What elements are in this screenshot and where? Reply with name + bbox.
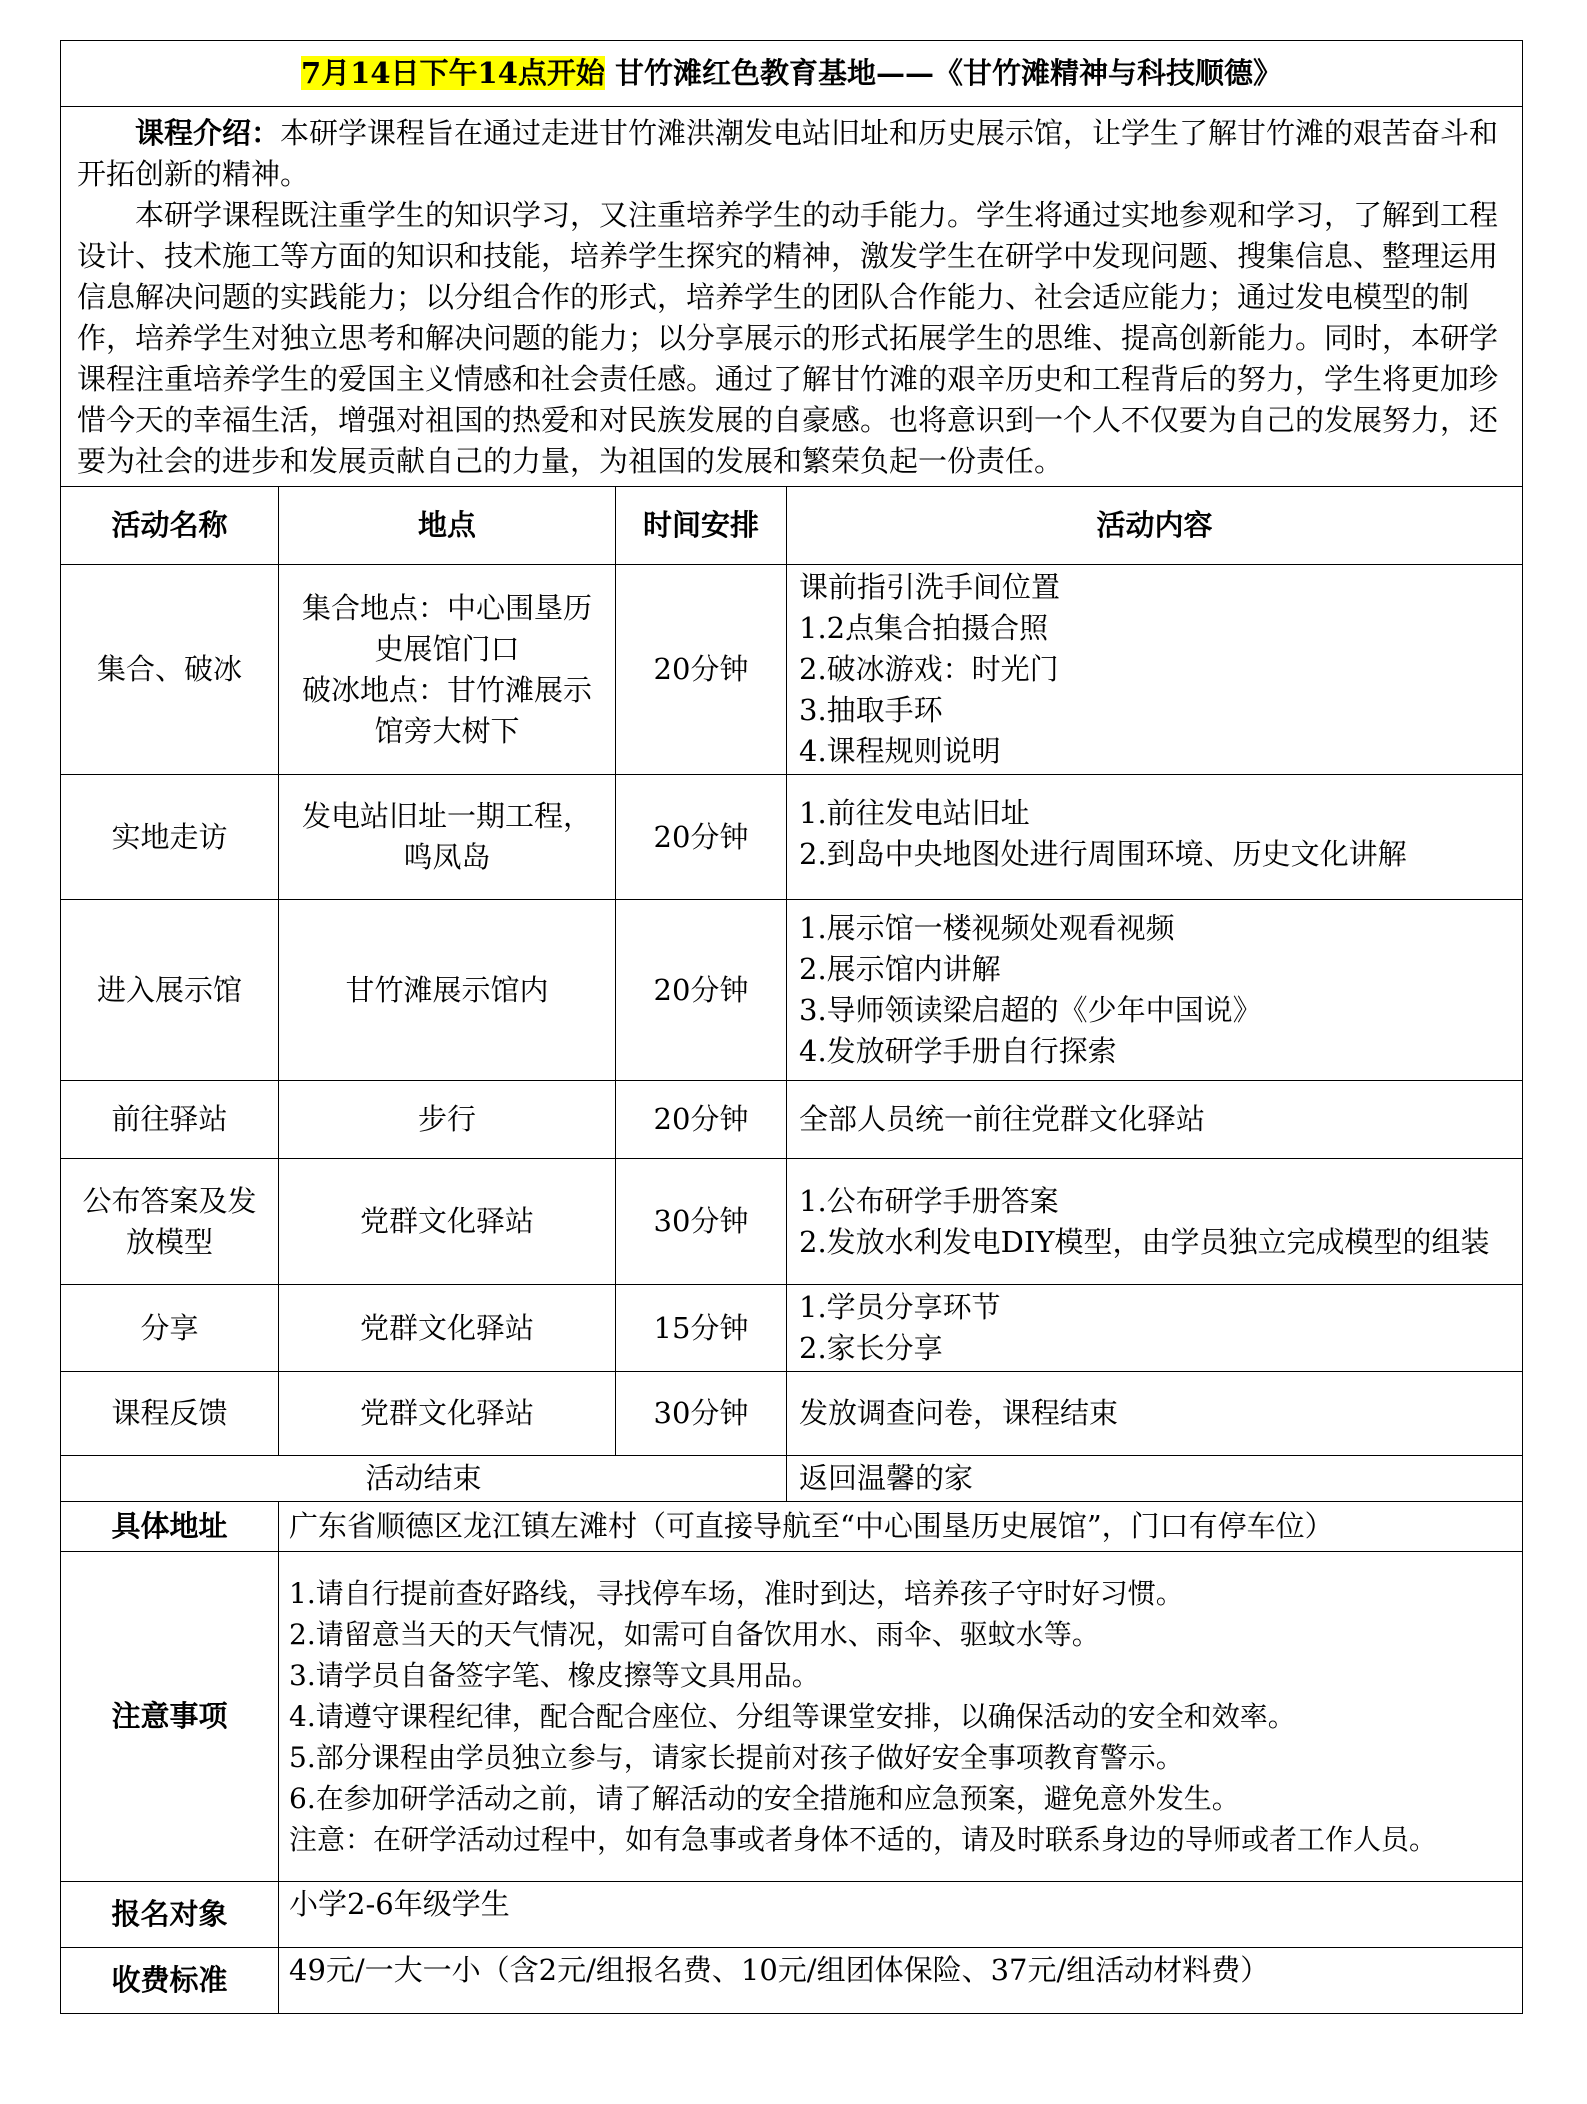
list-item: 4.请遵守课程纪律，配合配合座位、分组等课堂安排，以确保活动的安全和效率。 [289, 1700, 1296, 1733]
list-item: 2.请留意当天的天气情况，如需可自备饮用水、雨伞、驱蚊水等。 [289, 1618, 1100, 1651]
fee-label: 收费标准 [61, 1948, 279, 2014]
page-title [61, 41, 1523, 107]
table-row [61, 565, 1523, 775]
list-item: 3.请学员自备签字笔、橡皮擦等文具用品。 [289, 1659, 820, 1692]
address-row [61, 1502, 1523, 1552]
intro-paragraph-1: 课程介绍：本研学课程旨在通过走进甘竹滩洪潮发电站旧址和历史展示馆，让学生了解甘竹滩的艰苦奋斗和开拓创新的精神。 [77, 116, 1499, 191]
activity-place: 党群文化驿站 [279, 1372, 616, 1456]
address-label: 具体地址 [61, 1502, 279, 1552]
activity-name: 分享 [61, 1285, 279, 1372]
notes-row [61, 1552, 1523, 1882]
course-table [60, 40, 1523, 2014]
activity-time: 30分钟 [616, 1159, 787, 1285]
notes-label: 注意事项 [61, 1552, 279, 1882]
header-activity-name: 活动名称 [61, 487, 279, 565]
course-intro [61, 107, 1523, 487]
activity-place: 党群文化驿站 [279, 1285, 616, 1372]
activity-time: 20分钟 [616, 775, 787, 900]
table-row [61, 900, 1523, 1081]
end-label: 活动结束 [61, 1456, 787, 1502]
activity-time: 20分钟 [616, 900, 787, 1081]
title-row [61, 41, 1523, 107]
activity-content: 1.前往发电站旧址 2.到岛中央地图处进行周围环境、历史文化讲解 [787, 775, 1523, 900]
header-row [61, 487, 1523, 565]
activity-name: 公布答案及发放模型 [61, 1159, 279, 1285]
table-row [61, 1285, 1523, 1372]
fee-value: 49元/一大一小（含2元/组报名费、10元/组团体保险、37元/组活动材料费） [279, 1948, 1523, 2014]
activity-place: 步行 [279, 1081, 616, 1159]
target-label: 报名对象 [61, 1882, 279, 1948]
activity-place: 党群文化驿站 [279, 1159, 616, 1285]
activity-place: 发电站旧址一期工程， 鸣凤岛 [279, 775, 616, 900]
end-content: 返回温馨的家 [787, 1456, 1523, 1502]
header-place: 地点 [279, 487, 616, 565]
intro-row [61, 107, 1523, 487]
activity-name: 课程反馈 [61, 1372, 279, 1456]
activity-time: 30分钟 [616, 1372, 787, 1456]
activity-name: 进入展示馆 [61, 900, 279, 1081]
activity-name: 前往驿站 [61, 1081, 279, 1159]
activity-place: 集合地点：中心围垦历 史展馆门口 破冰地点：甘竹滩展示 馆旁大树下 [279, 565, 616, 775]
target-value: 小学2-6年级学生 [279, 1882, 1523, 1948]
activity-time: 20分钟 [616, 1081, 787, 1159]
table-row [61, 1081, 1523, 1159]
target-row [61, 1882, 1523, 1948]
notes-list [279, 1552, 1523, 1882]
header-content: 活动内容 [787, 487, 1523, 565]
title-time-highlight: 7月14日下午14点开始 [301, 56, 605, 90]
list-item: 注意：在研学活动过程中，如有急事或者身体不适的，请及时联系身边的导师或者工作人员。 [289, 1823, 1438, 1856]
table-row [61, 1159, 1523, 1285]
activity-content: 发放调查问卷，课程结束 [787, 1372, 1523, 1456]
activity-content: 1.学员分享环节 2.家长分享 [787, 1285, 1523, 1372]
table-row [61, 775, 1523, 900]
activity-content: 1.公布研学手册答案 2.发放水利发电DIY模型，由学员独立完成模型的组装 [787, 1159, 1523, 1285]
list-item: 5.部分课程由学员独立参与，请家长提前对孩子做好安全事项教育警示。 [289, 1741, 1184, 1774]
activity-place: 甘竹滩展示馆内 [279, 900, 616, 1081]
activity-name: 集合、破冰 [61, 565, 279, 775]
list-item: 6.在参加研学活动之前，请了解活动的安全措施和应急预案，避免意外发生。 [289, 1782, 1240, 1815]
end-row [61, 1456, 1523, 1502]
activity-content: 1.展示馆一楼视频处观看视频 2.展示馆内讲解 3.导师领读梁启超的《少年中国说》 4.发放研学手册自行探索 [787, 900, 1523, 1081]
header-time: 时间安排 [616, 487, 787, 565]
table-row [61, 1372, 1523, 1456]
activity-content: 课前指引洗手间位置 1.2点集合拍摄合照 2.破冰游戏：时光门 3.抽取手环 4.课程规则说明 [787, 565, 1523, 775]
activity-time: 15分钟 [616, 1285, 787, 1372]
intro-label: 课程介绍： [135, 116, 281, 150]
address-value: 广东省顺德区龙江镇左滩村（可直接导航至“中心围垦历史展馆”，门口有停车位） [279, 1502, 1523, 1552]
fee-row [61, 1948, 1523, 2014]
intro-paragraph-2: 本研学课程既注重学生的知识学习，又注重培养学生的动手能力。学生将通过实地参观和学习，了解到工程设计、技术施工等方面的知识和技能，培养学生探究的精神，激发学生在研学中发现问题、搜集信息、整理运用信息解决问题的实践能力；以分组合作的形式，培养学生的团队合作能力、社会适应能力；通过发电模型的制作，培养学生对独立思考和解决问题的能力；以分享展示的形式拓展学生的思维、提高创新能力。同时，本研学课程注重培养学生的爱国主义情感和社会责任感。通过了解甘竹滩的艰辛历史和工程背后的努力，学生将更加珍惜今天的幸福生活，增强对祖国的热爱和对民族发展的自豪感。也将意识到一个人不仅要为自己的发展努力，还要为社会的进步和发展贡献自己的力量，为祖国的发展和繁荣负起一份责任。 [77, 198, 1499, 478]
list-item: 1.请自行提前查好路线，寻找停车场，准时到达，培养孩子守时好习惯。 [289, 1577, 1184, 1610]
activity-name: 实地走访 [61, 775, 279, 900]
title-main: 甘竹滩红色教育基地——《甘竹滩精神与科技顺德》 [615, 56, 1283, 90]
activity-content: 全部人员统一前往党群文化驿站 [787, 1081, 1523, 1159]
activity-time: 20分钟 [616, 565, 787, 775]
